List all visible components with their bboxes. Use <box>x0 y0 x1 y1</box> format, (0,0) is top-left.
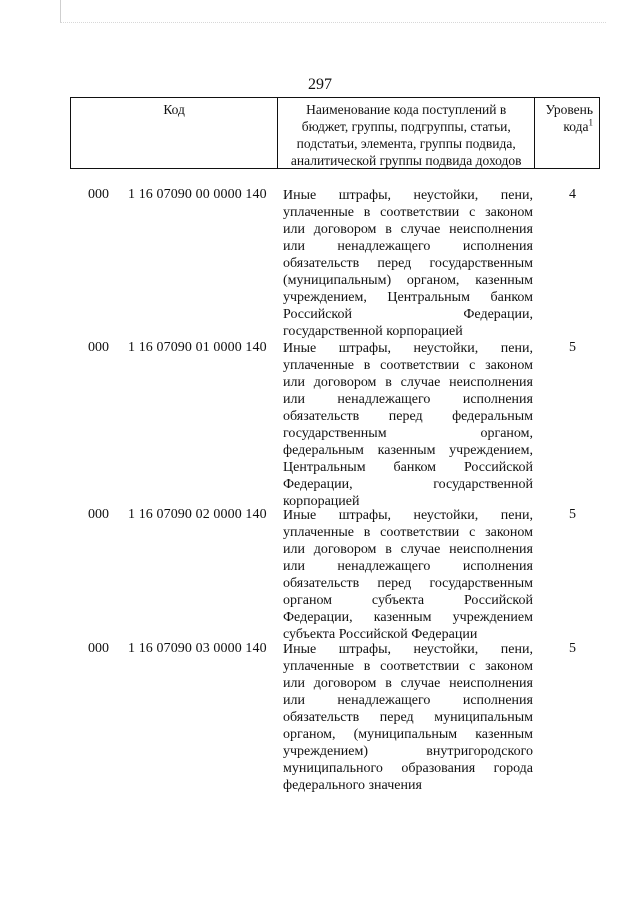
revenue-name <box>283 641 533 794</box>
text-line: или договором в случае неисполнения <box>283 542 533 557</box>
revenue-code: 1 16 07090 00 0000 140 <box>128 187 267 202</box>
revenue-code: 1 16 07090 02 0000 140 <box>128 507 267 522</box>
text-line: уплаченные в соответствии с законом <box>283 525 533 540</box>
code-level: 5 <box>569 340 576 355</box>
header-level-line1: Уровень <box>545 102 593 117</box>
text-line: Иные штрафы, неустойки, пени, <box>283 508 533 523</box>
text-line: Центральным банком Российской <box>283 460 533 475</box>
text-line: Федерации, государственной <box>283 477 533 492</box>
text-line: обязательств перед федеральным <box>283 409 533 424</box>
text-line: или договором в случае неисполнения <box>283 676 533 691</box>
text-line: федерального значения <box>283 778 422 793</box>
text-line: учреждением) внутригородского <box>283 744 533 759</box>
admin-code: 000 <box>88 641 109 656</box>
text-line: Иные штрафы, неустойки, пени, <box>283 188 533 203</box>
text-line: обязательств перед муниципальным <box>283 710 533 725</box>
text-line: Федерации, казенным учреждением <box>283 610 533 625</box>
text-line: или договором в случае неисполнения <box>283 222 533 237</box>
admin-code: 000 <box>88 340 109 355</box>
admin-code: 000 <box>88 187 109 202</box>
text-line: или договором в случае неисполнения <box>283 375 533 390</box>
text-line: Иные штрафы, неустойки, пени, <box>283 341 533 356</box>
header-name-line: бюджет, группы, подгруппы, статьи, <box>301 119 511 134</box>
text-line: учреждением, Центральным банком <box>283 290 533 305</box>
text-line: органом, (муниципальным казенным <box>283 727 533 742</box>
text-line: или ненадлежащего исполнения <box>283 239 533 254</box>
revenue-name <box>283 340 533 510</box>
revenue-code: 1 16 07090 03 0000 140 <box>128 641 267 656</box>
revenue-name <box>283 187 533 340</box>
admin-code: 000 <box>88 507 109 522</box>
header-name-line: подстатьи, элемента, группы подвида, <box>296 136 516 151</box>
code-level: 4 <box>569 187 576 202</box>
scan-edge <box>60 0 606 23</box>
text-line: муниципального образования города <box>283 761 533 776</box>
text-line: Российской Федерации, <box>283 307 533 322</box>
footnote-marker: 1 <box>588 117 593 128</box>
text-line: государственным органом, <box>283 426 533 441</box>
text-line: органом субъекта Российской <box>283 593 533 608</box>
text-line: или ненадлежащего исполнения <box>283 693 533 708</box>
header-level <box>535 98 599 168</box>
header-name-line: Наименование кода поступлений в <box>306 102 507 117</box>
text-line: обязательств перед государственным <box>283 256 533 271</box>
text-line: субъекта Российской Федерации <box>283 627 478 642</box>
header-code: Код <box>71 98 278 168</box>
text-line: или ненадлежащего исполнения <box>283 559 533 574</box>
text-line: или ненадлежащего исполнения <box>283 392 533 407</box>
text-line: уплаченные в соответствии с законом <box>283 659 533 674</box>
table-header <box>70 97 600 169</box>
header-level-line2: кода <box>563 119 589 134</box>
text-line: (муниципальным) органом, казенным <box>283 273 533 288</box>
text-line: уплаченные в соответствии с законом <box>283 205 533 220</box>
text-line: корпорацией <box>283 494 360 509</box>
text-line: федеральным казенным учреждением, <box>283 443 533 458</box>
revenue-code: 1 16 07090 01 0000 140 <box>128 340 267 355</box>
code-level: 5 <box>569 641 576 656</box>
text-line: государственной корпорацией <box>283 324 463 339</box>
header-name-line: аналитической группы подвида доходов <box>290 153 522 168</box>
text-line: обязательств перед государственным <box>283 576 533 591</box>
text-line: Иные штрафы, неустойки, пени, <box>283 642 533 657</box>
code-level: 5 <box>569 507 576 522</box>
page-number: 297 <box>308 76 332 93</box>
text-line: уплаченные в соответствии с законом <box>283 358 533 373</box>
header-name <box>278 98 535 168</box>
revenue-name <box>283 507 533 643</box>
